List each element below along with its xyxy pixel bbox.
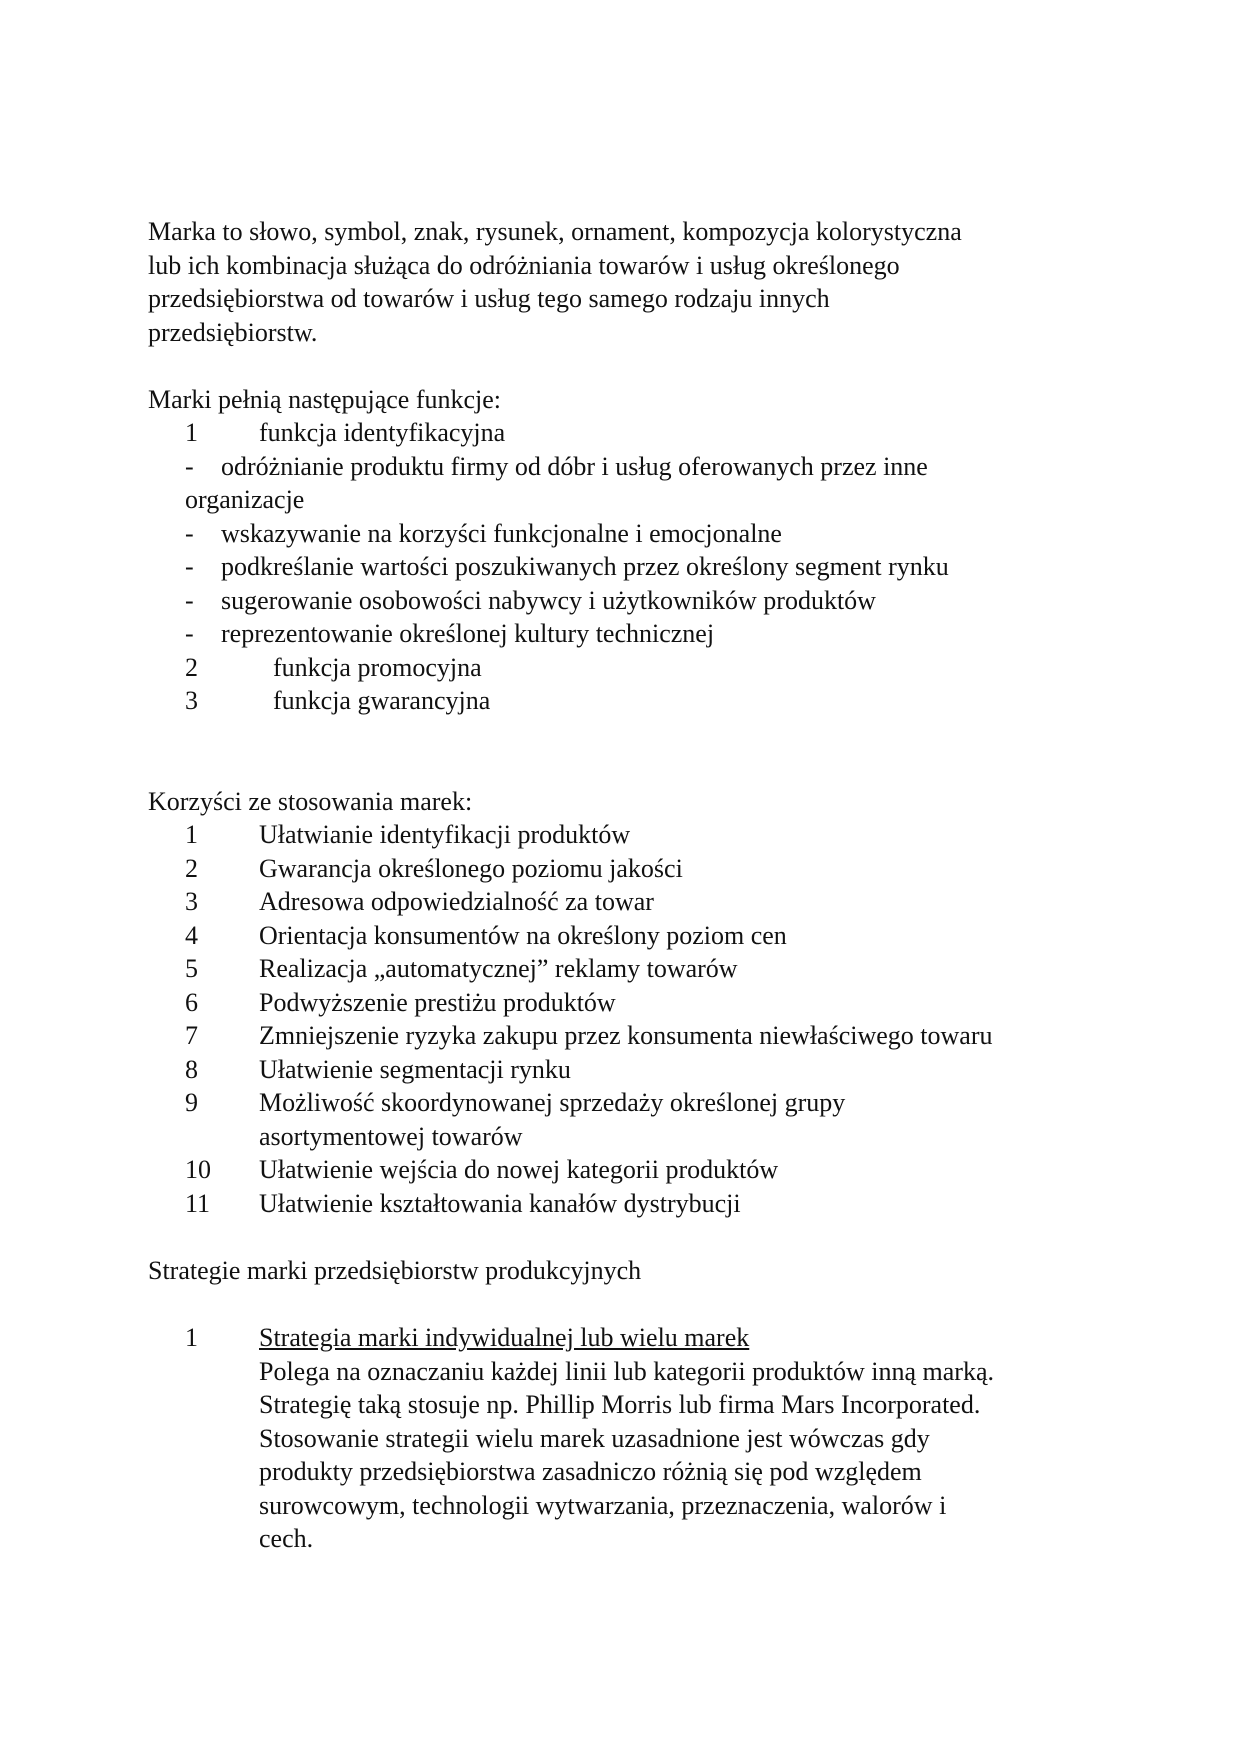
list-number: 9	[185, 1088, 198, 1117]
strategy-body-line: produkty przedsiębiorstwa zasadniczo różnią się pod względem	[259, 1457, 922, 1486]
list-item: asortymentowej towarów	[259, 1121, 523, 1151]
bullet-item: sugerowanie osobowości nabywcy i użytkowników produktów	[221, 586, 876, 615]
list-item: Ułatwienie segmentacji rynku	[259, 1054, 571, 1084]
list-number: 5	[185, 954, 198, 983]
list-item: Możliwość skoordynowanej sprzedaży określonej grupy	[259, 1088, 846, 1117]
intro-line: przedsiębiorstw.	[148, 318, 318, 347]
list-number: 4	[185, 920, 198, 950]
list-item: Ułatwienie kształtowania kanałów dystrybucji	[259, 1188, 741, 1218]
list-item: Zmniejszenie ryzyka zakupu przez konsumenta niewłaściwego towaru	[259, 1021, 993, 1050]
list-number: 1	[185, 418, 198, 447]
strategy-body-line: Polega na oznaczaniu każdej linii lub kategorii produktów inną marką.	[259, 1357, 994, 1386]
list-item: Realizacja „automatycznej” reklamy towarów	[259, 954, 738, 983]
list-number: 7	[185, 1021, 198, 1050]
list-number: 2	[185, 653, 198, 682]
list-item: Ułatwianie identyfikacji produktów	[259, 820, 631, 849]
list-number: 3	[185, 887, 198, 916]
list-number: 1	[185, 820, 198, 849]
list-item: funkcja promocyjna	[273, 653, 482, 682]
strategies-heading: Strategie marki przedsiębiorstw produkcyjnych	[148, 1256, 642, 1285]
list-number: 2	[185, 853, 198, 883]
bullet-dash: -	[185, 452, 194, 481]
functions-heading: Marki pełnią następujące funkcje:	[148, 385, 502, 414]
strategy-body-line: cech.	[259, 1524, 314, 1553]
list-item: Ułatwienie wejścia do nowej kategorii produktów	[259, 1155, 779, 1184]
list-item: funkcja gwarancyjna	[273, 686, 491, 715]
list-item: Gwarancja określonego poziomu jakości	[259, 853, 683, 883]
list-number: 8	[185, 1054, 198, 1084]
bullet-dash: -	[185, 552, 194, 581]
intro-line: przedsiębiorstwa od towarów i usług tego samego rodzaju innych	[148, 284, 830, 313]
list-item: funkcja identyfikacyjna	[259, 418, 506, 447]
bullet-item: reprezentowanie określonej kultury technicznej	[221, 619, 715, 648]
list-item: Adresowa odpowiedzialność za towar	[259, 887, 654, 916]
list-item: Orientacja konsumentów na określony poziom cen	[259, 920, 787, 950]
benefits-heading: Korzyści ze stosowania marek:	[148, 787, 473, 816]
bullet-item: podkreślanie wartości poszukiwanych przez określony segment rynku	[221, 552, 949, 581]
bullet-dash: -	[185, 619, 194, 648]
list-item: Podwyższenie prestiżu produktów	[259, 987, 616, 1017]
list-number: 1	[185, 1323, 198, 1352]
list-number: 10	[185, 1155, 211, 1184]
strategy-body-line: Strategię taką stosuje np. Phillip Morris lub firma Mars Incorporated.	[259, 1390, 981, 1419]
strategy-body-line: Stosowanie strategii wielu marek uzasadnione jest wówczas gdy	[259, 1424, 930, 1453]
list-number: 11	[185, 1188, 211, 1218]
bullet-dash: -	[185, 586, 194, 615]
list-number: 6	[185, 987, 198, 1017]
bullet-item: odróżnianie produktu firmy od dóbr i usług oferowanych przez inne	[221, 452, 928, 481]
intro-line: lub ich kombinacja służąca do odróżniania towarów i usług określonego	[148, 251, 900, 280]
bullet-item-continuation: organizacje	[185, 485, 305, 514]
bullet-dash: -	[185, 519, 194, 548]
bullet-item: wskazywanie na korzyści funkcjonalne i emocjonalne	[221, 519, 782, 548]
strategy-body-line: surowcowym, technologii wytwarzania, przeznaczenia, walorów i	[259, 1491, 947, 1520]
list-number: 3	[185, 686, 198, 715]
strategy-title: Strategia marki indywidualnej lub wielu marek	[259, 1323, 750, 1352]
intro-line: Marka to słowo, symbol, znak, rysunek, ornament, kompozycja kolorystyczna	[148, 217, 962, 246]
